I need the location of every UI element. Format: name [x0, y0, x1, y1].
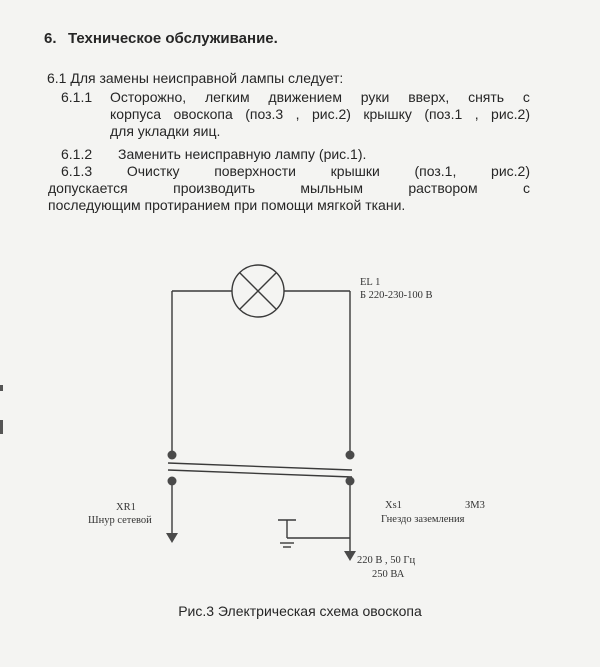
word: 6.1.3	[61, 163, 93, 179]
paragraph-6-1-3-line-3: последующим протиранием при помощи мягкой ткани.	[48, 197, 406, 213]
section-number: 6.	[44, 30, 57, 47]
word: крышки	[330, 163, 380, 179]
terminal-right-upper	[346, 451, 355, 460]
word: вверх,	[408, 89, 450, 105]
word: рис.2)	[311, 106, 351, 122]
switch-bar-bottom	[168, 470, 352, 477]
paragraph-6-1-2-text: Заменить неисправную лампу (рис.1).	[118, 146, 367, 162]
word: допускается	[48, 180, 128, 196]
word: Осторожно,	[110, 89, 187, 105]
arrow-left-icon	[166, 533, 178, 543]
socket-id-label: Xs1	[385, 500, 402, 511]
word: овоскопа	[173, 106, 233, 122]
lamp-id-label: EL 1	[360, 277, 381, 288]
paragraph-6-1: 6.1 Для замены неисправной лампы следует:	[47, 70, 344, 86]
power-spec-label: 250 ВА	[372, 569, 405, 580]
section-title: Техническое обслуживание.	[68, 30, 278, 47]
word: (поз.3	[245, 106, 284, 122]
figure-caption: Рис.3 Электрическая схема овоскопа	[178, 603, 422, 619]
plug-name-label: Шнур сетевой	[88, 515, 152, 526]
word: производить	[173, 180, 255, 196]
word: мыльным	[300, 180, 363, 196]
socket-name-label: Гнездо заземления	[381, 514, 465, 525]
paragraph-6-1-1-number: 6.1.1	[61, 89, 93, 105]
word: рис.2)	[491, 106, 530, 122]
word: движением	[268, 89, 342, 105]
word: ,	[474, 106, 479, 122]
word: Очистку	[126, 163, 180, 179]
word: рис.2)	[491, 163, 530, 179]
word: легким	[204, 89, 250, 105]
terminal-left-lower	[168, 477, 177, 486]
terminal-left-upper	[168, 451, 177, 460]
terminal-right-lower	[346, 477, 355, 486]
word: (поз.1,	[414, 163, 457, 179]
arrow-right-icon	[344, 551, 356, 561]
scan-edge-mark	[0, 420, 3, 434]
word: ,	[295, 106, 300, 122]
word: с	[522, 180, 530, 196]
lamp-spec-label: Б 220-230-100 В	[360, 290, 433, 301]
socket-extra-label: ЗМ3	[465, 500, 485, 511]
word: снять	[468, 89, 505, 105]
scan-edge-mark	[0, 385, 3, 391]
word: поверхности	[214, 163, 296, 179]
supply-spec-label: 220 В , 50 Гц	[357, 555, 416, 566]
word: (поз.1	[424, 106, 463, 122]
word: руки	[360, 89, 390, 105]
word: крышку	[363, 106, 412, 122]
plug-id-label: XR1	[116, 502, 136, 513]
word: корпуса	[110, 106, 162, 122]
word: с	[522, 89, 530, 105]
paragraph-6-1-2-number: 6.1.2	[61, 146, 93, 162]
paragraph-6-1-1-line-3: для укладки яиц.	[110, 123, 221, 139]
switch-bar-top	[168, 463, 352, 470]
word: раствором	[408, 180, 478, 196]
